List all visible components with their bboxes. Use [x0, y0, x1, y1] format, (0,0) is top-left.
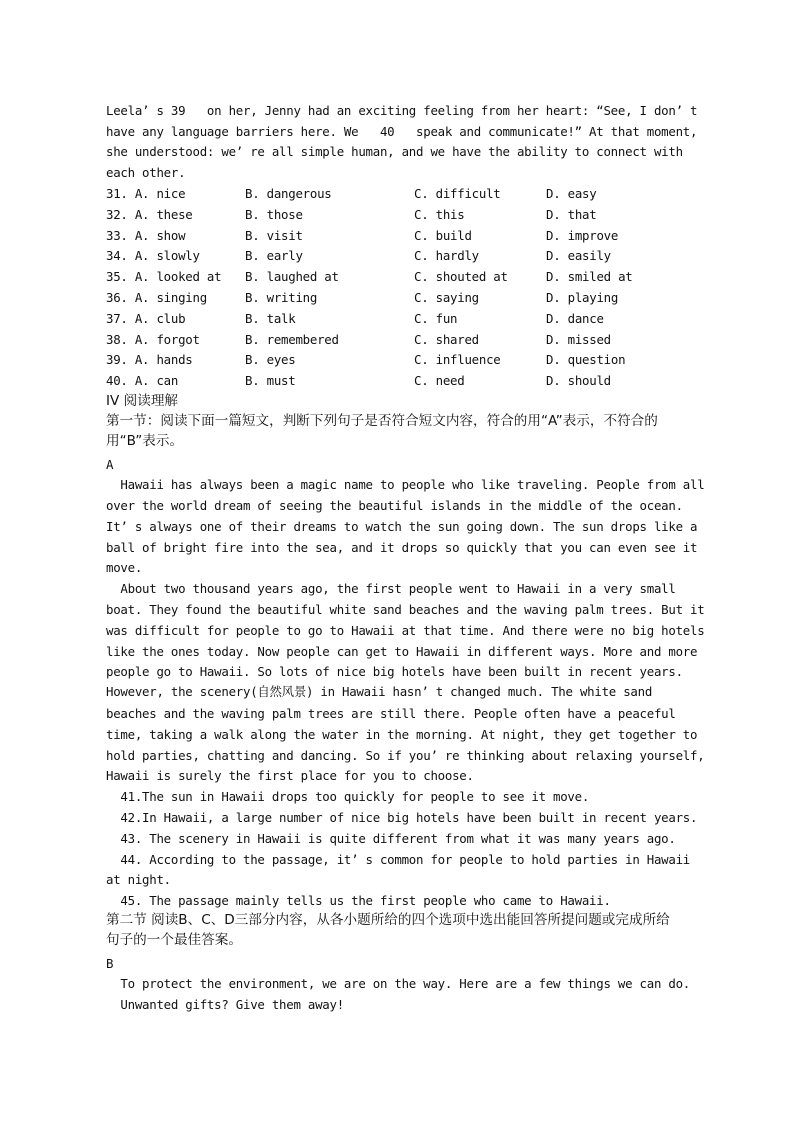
option-row	[106, 248, 706, 264]
option-c: C. shared	[414, 332, 479, 347]
passage-line: However, the scenery(自然风景) in Hawaii hasn’ t changed much. The white sand	[106, 684, 653, 699]
passage-label: A	[106, 457, 114, 472]
option-row	[106, 228, 706, 244]
cloze-line: each other.	[106, 165, 186, 180]
option-c: C. saying	[414, 290, 479, 305]
option-a: 36. A. singing	[106, 290, 207, 305]
option-c: C. shouted at	[414, 269, 508, 284]
option-d: D. improve	[546, 228, 619, 243]
option-c: C. hardly	[414, 248, 479, 263]
statement-44: 44. According to the passage, it’ s common for people to hold parties in Hawaii	[106, 852, 690, 867]
option-d: D. missed	[546, 332, 611, 347]
cloze-line: have any language barriers here. We 40 speak and communicate!” At that moment,	[106, 124, 698, 139]
option-row	[106, 311, 706, 327]
option-row	[106, 332, 706, 348]
passage-line: hold parties, chatting and dancing. So if you’ re thinking about relaxing yourself,	[106, 748, 705, 763]
option-b: B. must	[245, 373, 296, 388]
option-c: C. difficult	[414, 186, 501, 201]
passage-line: To protect the environment, we are on the way. Here are a few things we can do.	[106, 976, 690, 991]
option-a: 35. A. looked at	[106, 269, 222, 284]
statement-44-continued: at night.	[106, 872, 171, 887]
passage-line: Unwanted gifts? Give them away!	[106, 997, 344, 1012]
statement-45: 45. The passage mainly tells us the first people who came to Hawaii.	[106, 893, 611, 908]
option-b: B. those	[245, 207, 303, 222]
option-a: 37. A. club	[106, 311, 186, 326]
option-c: C. influence	[414, 352, 501, 367]
section-instruction: 用“B”表示。	[106, 433, 184, 449]
option-b: B. writing	[245, 290, 318, 305]
section-instruction: 句子的一个最佳答案。	[106, 932, 242, 948]
option-d: D. easy	[546, 186, 597, 201]
statement-42: 42.In Hawaii, a large number of nice big hotels have been built in recent years.	[106, 810, 698, 825]
option-c: C. this	[414, 207, 465, 222]
passage-line: It’ s always one of their dreams to watch the sun going down. The sun drops like a	[106, 519, 698, 534]
passage-line: ball of bright fire into the sea, and it drops so quickly that you can even see it	[106, 540, 698, 555]
passage-line: people go to Hawaii. So lots of nice big hotels have been built in recent years.	[106, 664, 683, 679]
passage-line: Hawaii has always been a magic name to people who like traveling. People from all	[106, 477, 705, 492]
option-a: 31. A. nice	[106, 186, 186, 201]
option-a: 38. A. forgot	[106, 332, 200, 347]
option-b: B. visit	[245, 228, 303, 243]
passage-line: Hawaii is surely the first place for you to choose.	[106, 768, 474, 783]
option-c: C. fun	[414, 311, 458, 326]
cloze-line: she understood: we’ re all simple human, and we have the ability to connect with	[106, 144, 683, 159]
cloze-line: Leela’ s 39 on her, Jenny had an exciting feeling from her heart: “See, I don’ t	[106, 103, 698, 118]
option-b: B. remembered	[245, 332, 339, 347]
section-instruction: 第一节：阅读下面一篇短文，判断下列句子是否符合短文内容，符合的用“A”表示，不符合的	[106, 413, 658, 429]
option-a: 40. A. can	[106, 373, 179, 388]
option-d: D. that	[546, 207, 597, 222]
option-row	[106, 207, 706, 223]
passage-line: time, taking a walk along the water in the morning. At night, they get together to	[106, 727, 698, 742]
option-row	[106, 352, 706, 368]
option-a: 34. A. slowly	[106, 248, 200, 263]
option-d: D. playing	[546, 290, 619, 305]
statement-41: 41.The sun in Hawaii drops too quickly for people to see it move.	[106, 789, 590, 804]
option-d: D. dance	[546, 311, 604, 326]
option-c: C. build	[414, 228, 472, 243]
section-heading: IV 阅读理解	[106, 393, 179, 409]
option-a: 39. A. hands	[106, 352, 193, 367]
option-row	[106, 290, 706, 306]
section-instruction: 第二节 阅读B、C、D三部分内容，从各小题所给的四个选项中选出能回答所提问题或完成所给	[106, 912, 670, 928]
option-d: D. should	[546, 373, 611, 388]
statement-43: 43. The scenery in Hawaii is quite different from what it was many years ago.	[106, 831, 676, 846]
passage-line: boat. They found the beautiful white sand beaches and the waving palm trees. But it	[106, 602, 705, 617]
passage-line: About two thousand years ago, the first people went to Hawaii in a very small	[106, 581, 676, 596]
passage-line: beaches and the waving palm trees are still there. People often have a peaceful	[106, 706, 676, 721]
option-b: B. eyes	[245, 352, 296, 367]
option-b: B. laughed at	[245, 269, 339, 284]
passage-line: was difficult for people to go to Hawaii at that time. And there were no big hotels	[106, 623, 705, 638]
option-a: 32. A. these	[106, 207, 193, 222]
passage-line: over the world dream of seeing the beautiful islands in the middle of the ocean.	[106, 498, 683, 513]
passage-label: B	[106, 956, 114, 971]
option-b: B. dangerous	[245, 186, 332, 201]
option-d: D. easily	[546, 248, 611, 263]
option-row	[106, 186, 706, 202]
passage-line: like the ones today. Now people can get to Hawaii in different ways. More and more	[106, 644, 698, 659]
option-d: D. question	[546, 352, 626, 367]
option-d: D. smiled at	[546, 269, 633, 284]
passage-line: move.	[106, 560, 143, 575]
option-c: C. need	[414, 373, 465, 388]
option-a: 33. A. show	[106, 228, 186, 243]
option-b: B. talk	[245, 311, 296, 326]
option-b: B. early	[245, 248, 303, 263]
option-row	[106, 373, 706, 389]
option-row	[106, 269, 706, 285]
